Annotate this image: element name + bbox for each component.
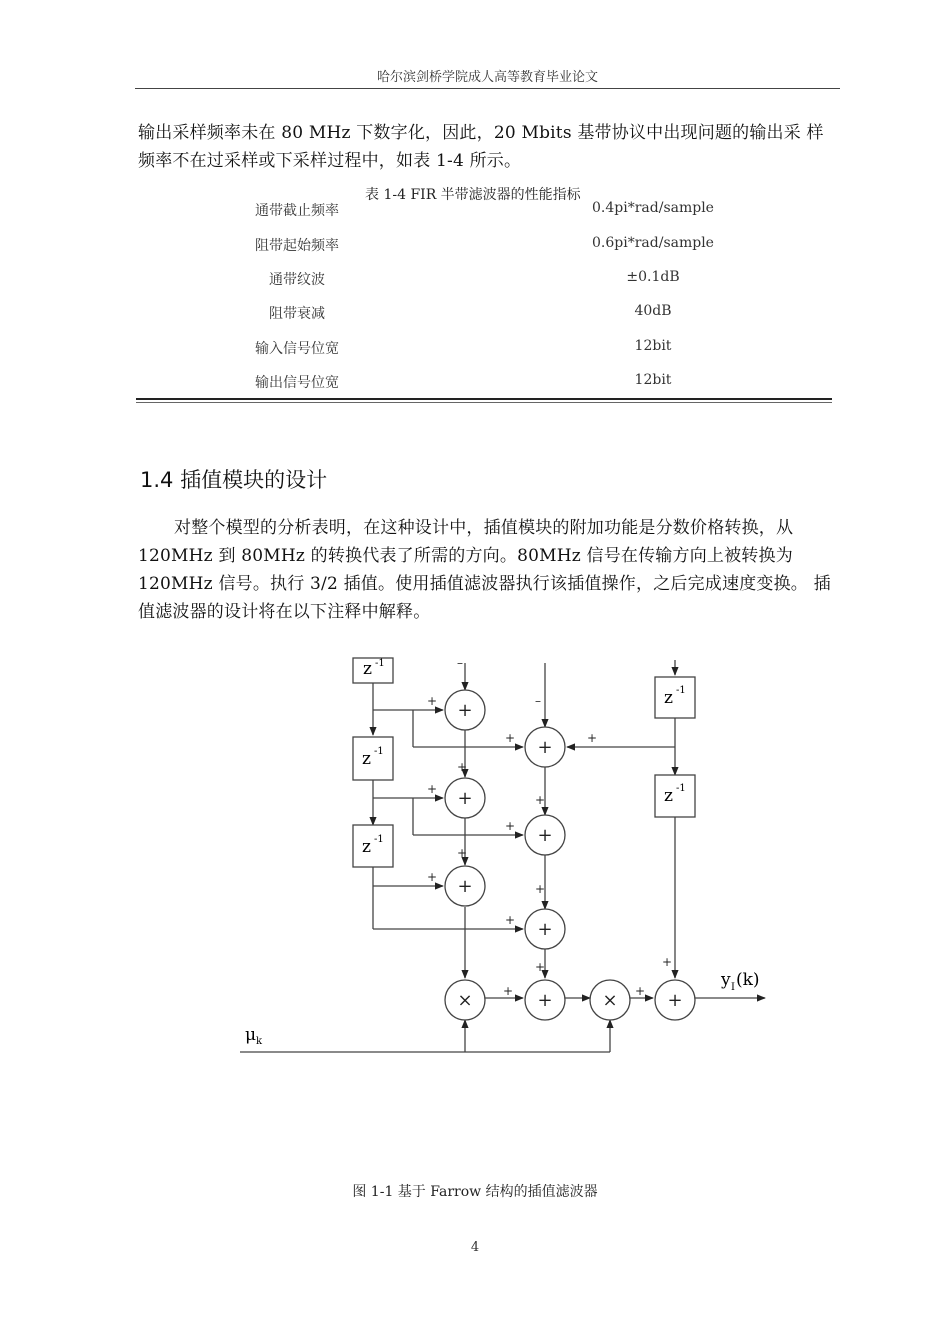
svg-text:-1: -1 [676,783,686,794]
body-paragraph: 对整个模型的分析表明，在这种设计中，插值模块的附加功能是分数价格转换，从 120MHz 到 80MHz 的转换代表了所需的方向。80MHz 信号在传输方向上被转换为 120MHz 信号。执行 3/2 插值。使用插值滤波器执行该插值操作，之后完成速度变换。 插值滤波器的设计将在以下注释中解释。 [138,518,831,622]
multiplier-sign: × [457,990,473,1011]
plus-label: + [535,882,546,896]
svg-text:μ: μ [245,1025,257,1045]
multiplier-sign: × [602,990,618,1011]
svg-text:-1: -1 [375,658,385,669]
param-value: 12bit [634,372,672,388]
param-value: 40dB [634,303,672,319]
plus-label: + [427,694,438,708]
svg-text:z: z [664,688,673,708]
minus-label: – [535,694,541,708]
plus-label: + [535,793,546,807]
table-row [138,367,832,397]
plus-label: + [535,960,546,974]
svg-text:z: z [362,749,371,769]
page-header: 哈尔滨剑桥学院成人高等教育毕业论文 [376,70,598,85]
plus-label: + [505,819,516,833]
table-bottom-rule-thin [136,402,832,403]
param-value: 0.6pi*rad/sample [592,235,714,251]
param-name: 通带纹波 [269,272,325,288]
delay-block [353,737,393,780]
svg-text:I: I [731,982,735,993]
param-name: 阻带衰减 [269,306,325,322]
figure-caption: 图 1-1 基于 Farrow 结构的插值滤波器 [352,1184,598,1200]
svg-text:y: y [721,970,731,990]
svg-text:z: z [664,786,673,806]
plus-label: + [457,846,468,860]
adder-sign: + [537,737,553,758]
adder-sign: + [537,990,553,1011]
minus-label: – [457,656,463,670]
svg-text:z: z [362,837,371,857]
intro-paragraph: 输出采样频率未在 80 MHz 下数字化，因此，20 Mbits 基带协议中出现问题的输出采 样频率不在过采样或下采样过程中，如表 1-4 所示。 [138,123,824,171]
svg-text:(k): (k) [736,970,760,990]
section-heading: 1.4 插值模块的设计 [140,468,328,492]
table-bottom-rule [136,398,832,400]
plus-label: + [587,731,598,745]
param-name: 输出信号位宽 [255,375,339,391]
table-caption: 表 1-4 FIR 半带滤波器的性能指标 [365,187,581,203]
svg-text:-1: -1 [374,834,384,845]
svg-text:k: k [256,1036,263,1047]
delay-block [353,658,393,683]
table-row [138,230,832,260]
farrow-diagram [235,655,775,1055]
adder-sign: + [457,876,473,897]
plus-label: + [503,984,514,998]
table-row [138,333,832,363]
svg-text:z: z [363,659,372,679]
plus-label: + [505,731,516,745]
svg-text:-1: -1 [676,685,686,696]
table-row [138,264,832,294]
delay-block [353,825,393,867]
param-name: 通带截止频率 [255,203,339,219]
delay-block [655,677,695,718]
param-value: 12bit [634,338,672,354]
adder-sign: + [457,700,473,721]
param-value: 0.4pi*rad/sample [592,200,714,216]
mu-label [245,1025,263,1047]
plus-label: + [427,870,438,884]
adder-sign: + [457,788,473,809]
plus-label: + [662,955,673,969]
header-rule [135,88,840,89]
output-label [720,970,760,993]
plus-label: + [457,760,468,774]
param-name: 阻带起始频率 [255,238,339,254]
adder-sign: + [537,825,553,846]
plus-label: + [635,984,646,998]
adder-sign: + [667,990,683,1011]
param-name: 输入信号位宽 [255,341,339,357]
delay-block [655,775,695,817]
plus-label: + [427,782,438,796]
adder-sign: + [537,919,553,940]
param-value: ±0.1dB [626,269,680,285]
page-number: 4 [470,1240,480,1255]
plus-label: + [505,913,516,927]
table-row [138,298,832,328]
table-row [138,195,832,225]
svg-text:-1: -1 [374,746,384,757]
